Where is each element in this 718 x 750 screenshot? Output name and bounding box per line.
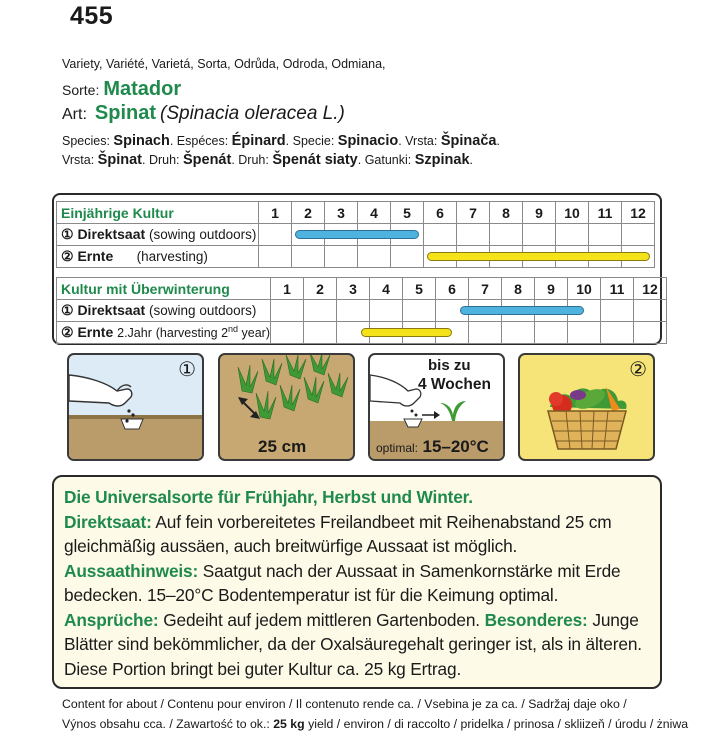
calendar-annual-title: Einjährige Kultur (57, 202, 259, 224)
content-line-1: Content for about / Contenu pour environ / Il contenuto rende ca. / Vsebina je za ca. / Sadržaj daje oko / (62, 697, 627, 711)
pictogram-sowing (67, 353, 204, 461)
species-value: Špenát (182, 152, 232, 168)
species-label: Vrsta: (62, 153, 98, 167)
step-2-marker: ② (629, 359, 647, 381)
pictogram-harvest (518, 353, 655, 461)
variety-line: Variety, Variété, Varietá, Sorta, Odrůda, Odroda, Odmiana, (62, 57, 386, 71)
month-label: 10 (568, 278, 601, 300)
spacing-label: 25 cm (258, 437, 307, 456)
species-label: Espéces: (176, 134, 232, 148)
art-label: Art: (62, 106, 87, 123)
month-label: 1 (271, 278, 304, 300)
month-label: 5 (391, 202, 424, 224)
annual-bar-2 (427, 252, 650, 261)
month-label: 9 (523, 202, 556, 224)
species-value: Spinacio (337, 133, 399, 149)
month-label: 8 (502, 278, 535, 300)
sorte-value: Matador (103, 78, 182, 100)
ansprueche-text: Gedeiht auf jedem mittleren Gartenboden. (163, 609, 480, 630)
month-label: 1 (259, 202, 292, 224)
month-label: 2 (292, 202, 325, 224)
row-ernte-winter: ② Ernte 2.Jahr (harvesting 2nd year) (57, 322, 271, 344)
month-label: 11 (601, 278, 634, 300)
month-label: 4 (370, 278, 403, 300)
month-label: 3 (337, 278, 370, 300)
besonderes-text: Junge Blätter sind bekömmlicher, da der Oxalsäuregehalt geringer ist, als in älteren. Diese Portion bringt bei guter Kultur ca. 25 kg Ertrag. (64, 609, 642, 679)
month-label: 11 (589, 202, 622, 224)
direktsaat-label: Direktsaat: (64, 511, 152, 532)
month-label: 8 (490, 202, 523, 224)
species-label: Druh: (148, 153, 183, 167)
species-value: Špinat (97, 152, 142, 168)
month-label: 9 (535, 278, 568, 300)
species-block (62, 132, 500, 170)
species-label: Species: (62, 134, 114, 148)
pictogram-germination (368, 353, 505, 461)
species-value: Špinača (440, 133, 497, 149)
art-latin: (Spinacia oleracea L.) (160, 103, 345, 124)
species-label: Druh: (238, 153, 273, 167)
species-value: Szpinak (414, 152, 470, 168)
month-label: 12 (622, 202, 655, 224)
month-label: 6 (424, 202, 457, 224)
art-line (62, 102, 345, 125)
winter-bar-1 (460, 306, 584, 315)
winter-bar-2 (361, 328, 452, 337)
month-label: 6 (436, 278, 469, 300)
month-label: 3 (325, 202, 358, 224)
species-value: Spinach (113, 133, 170, 149)
direktsaat-text: Auf fein vorbereitetes Freilandbeet mit Reihenabstand 25 cm gleichmäßig aussäen, auch breitwürfige Aussaat ist möglich. (64, 511, 612, 556)
sorte-line (62, 78, 181, 101)
germination-temperature: optimal: 15–20°C (376, 437, 489, 456)
species-value: Épinard (231, 133, 286, 149)
species-line-1: Species: Spinach. Espéces: Épinard. Specie: Spinacio. Vrsta: Špinača. (62, 133, 500, 149)
content-info (62, 694, 688, 734)
calendar-winter-title: Kultur mit Überwinterung (57, 278, 271, 300)
species-line-2: Vrsta: Špinat. Druh: Špenát. Druh: Špenát siaty. Gatunki: Szpinak. (62, 152, 474, 168)
besonderes-label: Besonderes: (484, 609, 588, 630)
germination-weeks: 4 Wochen (418, 376, 491, 393)
description-headline: Die Universalsorte für Frühjahr, Herbst und Winter. (64, 487, 473, 507)
month-label: 10 (556, 202, 589, 224)
row-direktsaat-annual: ① Direktsaat (sowing outdoors) (57, 224, 259, 246)
aussaat-label: Aussaathinweis: (64, 560, 199, 581)
species-value: Špenát siaty (272, 152, 358, 168)
sorte-label: Sorte: (62, 82, 100, 98)
art-value: Spinat (94, 102, 157, 124)
month-label: 7 (457, 202, 490, 224)
row-ernte-annual: ② Ernte (harvesting) (57, 246, 259, 268)
aussaat-text: Saatgut nach der Aussaat in Samenkornstärke mit Erde bedecken. 15–20°C Bodentemperatur ist für die Keimung optimal. (64, 560, 621, 605)
month-label: 5 (403, 278, 436, 300)
row-direktsaat-winter: ① Direktsaat (sowing outdoors) (57, 300, 271, 322)
species-label: Vrsta: (405, 134, 441, 148)
step-1-marker: ① (178, 359, 196, 381)
description-box (52, 475, 662, 689)
month-label: 12 (634, 278, 667, 300)
annual-bar-1 (295, 230, 419, 239)
month-label: 7 (469, 278, 502, 300)
germination-until: bis zu (428, 357, 471, 374)
ansprueche-label: Ansprüche: (64, 609, 159, 630)
content-line-2: Výnos obsahu cca. / Zawartość to ok.: 25 kg yield / environ / di raccolto / pridelka / prinosa / skliizeň / úrodu / żniwa (62, 717, 689, 731)
pictogram-spacing (218, 353, 355, 461)
month-label: 4 (358, 202, 391, 224)
month-label: 2 (304, 278, 337, 300)
species-label: Specie: (292, 134, 338, 148)
species-label: Gatunki: (364, 153, 415, 167)
product-code: 455 (70, 2, 114, 30)
